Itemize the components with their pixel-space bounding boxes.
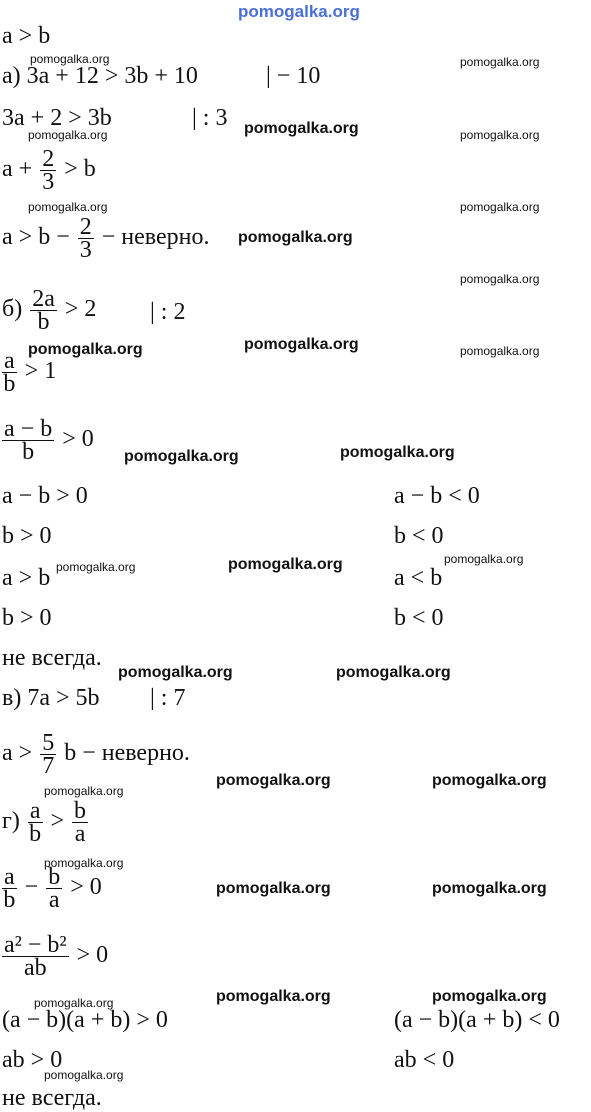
fraction <box>2 934 69 979</box>
watermark: pomogalka.org <box>460 200 540 214</box>
line-b2 <box>0 350 56 395</box>
text: г) <box>2 808 20 835</box>
watermark: pomogalka.org <box>56 560 136 574</box>
line-d5-right: ab < 0 <box>394 1047 455 1073</box>
watermark: pomogalka.org <box>460 344 540 358</box>
text: b − неверно. <box>64 740 190 767</box>
denominator: b <box>37 309 50 335</box>
fraction <box>30 288 57 333</box>
watermark: pomogalka.org <box>244 336 359 353</box>
fraction <box>46 866 62 911</box>
denominator: b <box>22 439 35 465</box>
text: a > b − <box>2 224 70 251</box>
line-b3 <box>0 418 94 463</box>
line-b1-op: | : 2 <box>150 299 186 325</box>
watermark: pomogalka.org <box>216 772 331 789</box>
denominator: a <box>48 887 60 913</box>
text: > 0 <box>62 426 94 453</box>
watermark: pomogalka.org <box>432 988 547 1005</box>
watermark: pomogalka.org <box>28 128 108 142</box>
line-a1: а) 3a + 12 > 3b + 10 <box>2 63 198 89</box>
watermark: pomogalka.org <box>228 556 343 573</box>
text: − неверно. <box>101 224 210 251</box>
numerator: a² − b² <box>4 932 67 958</box>
numerator: b <box>74 798 87 824</box>
watermark: pomogalka.org <box>28 200 108 214</box>
fraction <box>2 350 17 395</box>
numerator: 2 <box>42 146 55 172</box>
line-a2: 3a + 2 > 3b <box>2 105 112 131</box>
denominator: 3 <box>42 169 55 195</box>
text: б) <box>2 296 23 323</box>
numerator: b <box>48 864 61 890</box>
fraction <box>78 216 94 261</box>
numerator: a <box>4 864 15 890</box>
watermark: pomogalka.org <box>44 856 124 870</box>
text: > b <box>64 156 96 183</box>
line-given: a > b <box>2 23 51 49</box>
line-b8: не всегда. <box>2 645 102 671</box>
denominator: ab <box>23 955 47 981</box>
watermark: pomogalka.org <box>244 120 359 137</box>
watermark: pomogalka.org <box>28 341 143 358</box>
numerator: a <box>4 348 15 374</box>
line-c1: в) 7a > 5b <box>2 685 100 711</box>
denominator: b <box>3 887 16 913</box>
line-a4 <box>2 216 209 261</box>
line-d4-right: (a − b)(a + b) < 0 <box>394 1007 560 1033</box>
watermark: pomogalka.org <box>118 664 233 681</box>
text: > 1 <box>24 358 57 385</box>
fraction <box>72 800 88 845</box>
watermark: pomogalka.org <box>44 784 124 798</box>
line-b6-left: a > b <box>2 565 51 591</box>
fraction <box>2 418 54 463</box>
line-b1 <box>2 288 96 333</box>
watermark: pomogalka.org <box>444 552 524 566</box>
line-d4-left: (a − b)(a + b) > 0 <box>2 1007 168 1033</box>
text: > 0 <box>76 942 109 969</box>
denominator: 7 <box>42 753 55 779</box>
text: > 2 <box>64 296 97 323</box>
watermark: pomogalka.org <box>432 772 547 789</box>
watermark: pomogalka.org <box>460 55 540 69</box>
watermark: pomogalka.org <box>460 272 540 286</box>
watermark: pomogalka.org <box>216 988 331 1005</box>
fraction <box>40 732 56 777</box>
watermark: pomogalka.org <box>216 880 331 897</box>
denominator: a <box>74 821 86 847</box>
numerator: a <box>29 798 41 824</box>
line-d3 <box>0 934 108 979</box>
text: a > <box>2 740 33 767</box>
numerator: 2 <box>79 214 92 240</box>
line-a1-op: | − 10 <box>266 63 321 89</box>
watermark: pomogalka.org <box>460 128 540 142</box>
line-a2-op: | : 3 <box>192 105 228 131</box>
line-b7-left: b > 0 <box>2 605 52 631</box>
denominator: b <box>3 371 16 397</box>
line-b7-right: b < 0 <box>394 605 444 631</box>
numerator: 5 <box>42 730 55 756</box>
line-b5-left: b > 0 <box>2 523 52 549</box>
line-d5-left: ab > 0 <box>2 1047 63 1073</box>
fraction <box>2 866 17 911</box>
watermark: pomogalka.org <box>124 448 239 465</box>
watermark-header[interactable]: pomogalka.org <box>238 2 360 21</box>
line-b6-right: a < b <box>394 565 443 591</box>
text: a + <box>2 156 33 183</box>
text: > 0 <box>70 874 102 901</box>
watermark: pomogalka.org <box>340 444 455 461</box>
watermark: pomogalka.org <box>44 1068 124 1082</box>
line-d6: не всегда. <box>2 1085 102 1111</box>
watermark: pomogalka.org <box>432 880 547 897</box>
text: > <box>50 808 65 835</box>
line-c1-op: | : 7 <box>150 685 186 711</box>
text: − <box>24 874 39 901</box>
numerator: a − b <box>4 416 53 442</box>
numerator: 2a <box>32 286 55 312</box>
denominator: b <box>29 821 42 847</box>
fraction <box>40 148 56 193</box>
denominator: 3 <box>79 237 92 263</box>
line-d1 <box>2 800 90 845</box>
watermark: pomogalka.org <box>34 996 114 1010</box>
fraction <box>28 800 43 845</box>
line-b4-left: a − b > 0 <box>2 483 88 509</box>
line-b5-right: b < 0 <box>394 523 444 549</box>
watermark: pomogalka.org <box>238 229 353 246</box>
line-b4-right: a − b < 0 <box>394 483 480 509</box>
line-d2 <box>0 866 102 911</box>
line-a3 <box>2 148 96 193</box>
line-c2 <box>2 732 190 777</box>
watermark: pomogalka.org <box>336 664 451 681</box>
watermark: pomogalka.org <box>30 52 110 66</box>
